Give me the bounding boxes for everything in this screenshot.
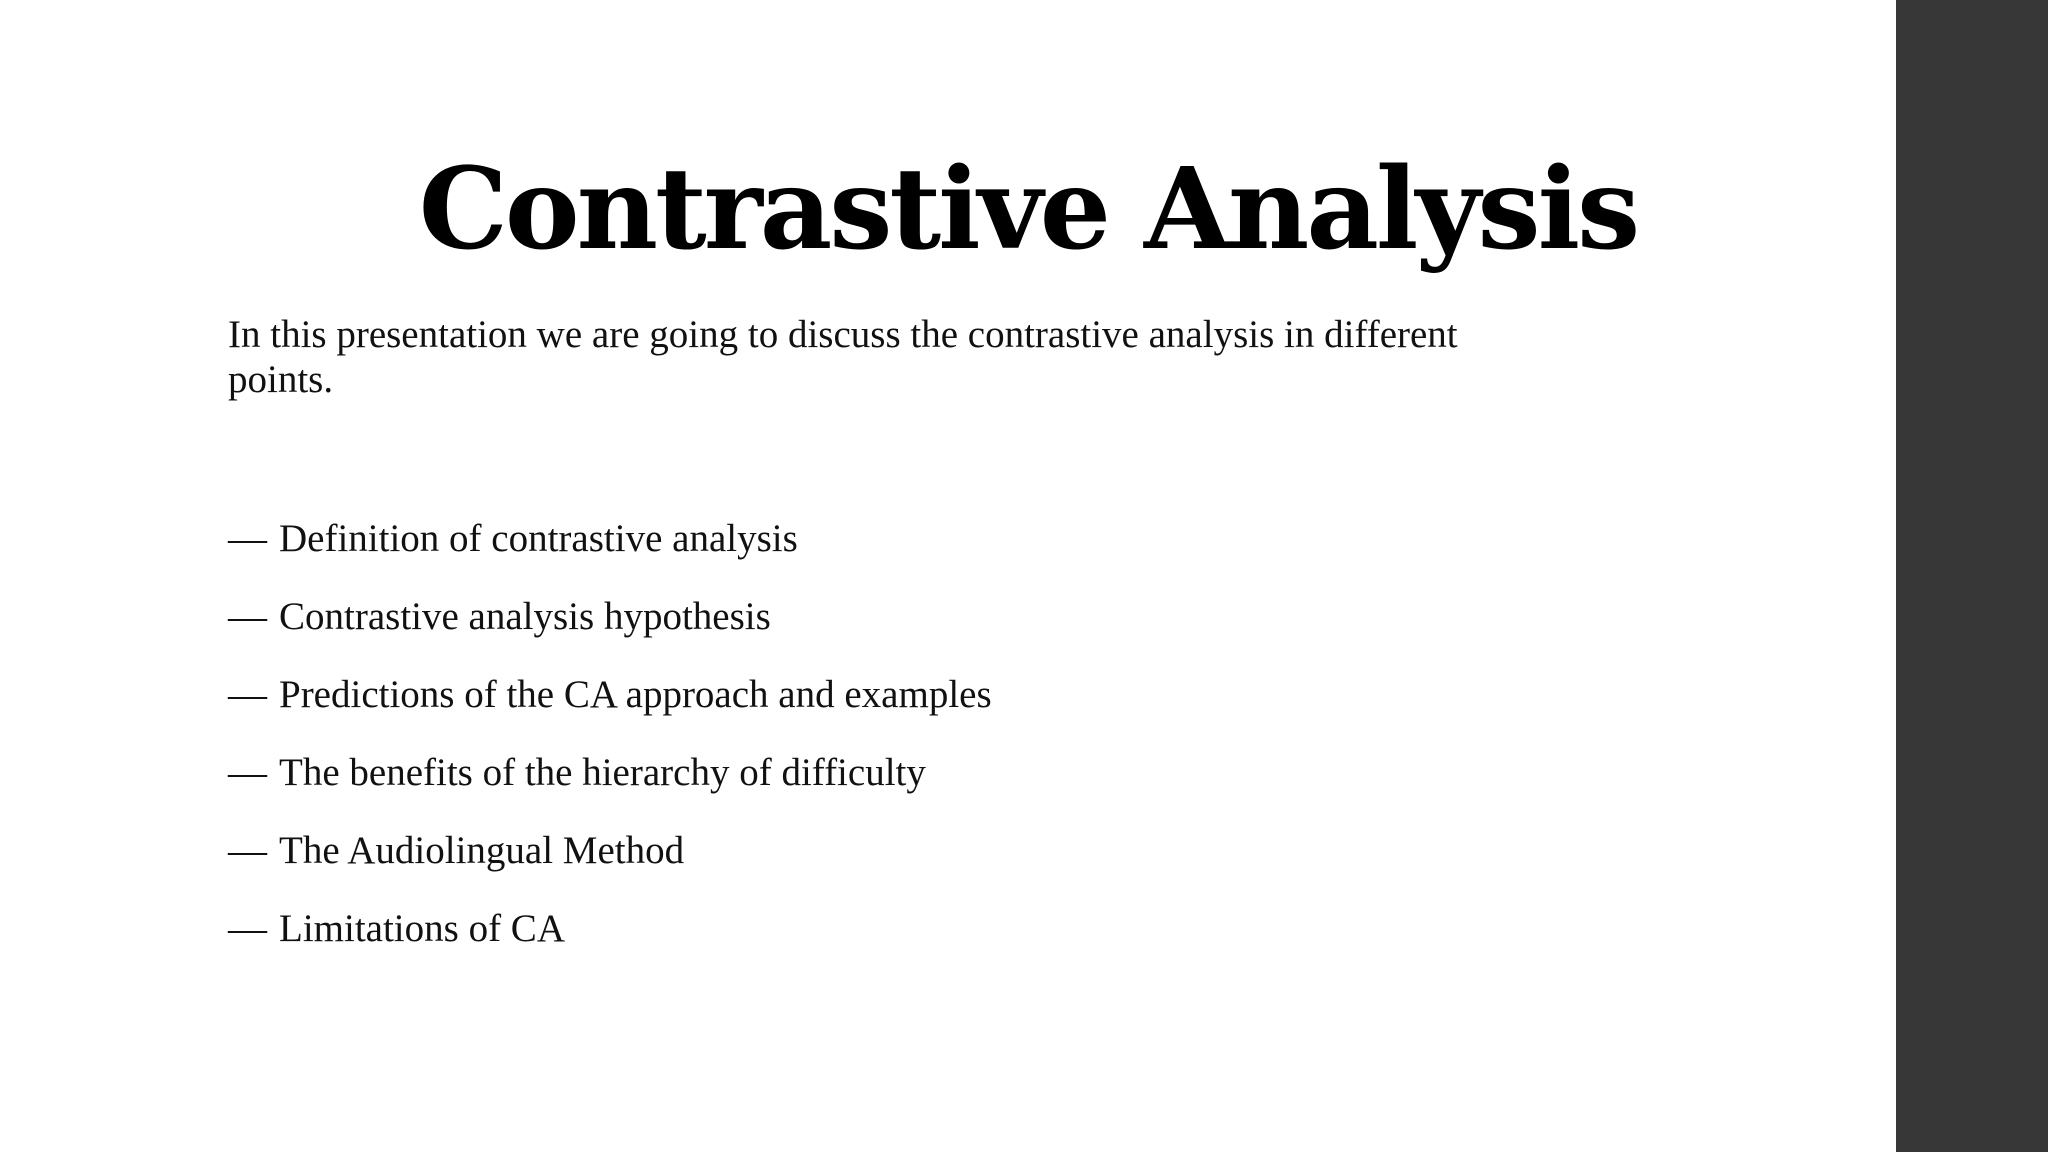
slide-content [228,312,1808,950]
point-text: Limitations of CA [279,907,565,950]
list-item [228,746,992,824]
dash-bullet: — [228,829,267,872]
slide-title: Contrastive Analysis [418,144,1638,275]
intro-text: In this presentation we are going to discuss the contrastive analysis in different points. [228,313,1458,401]
list-item [228,902,992,980]
list-item [228,824,992,902]
dash-bullet: — [228,907,267,950]
point-text: Contrastive analysis hypothesis [279,595,771,638]
dash-bullet: — [228,751,267,794]
dash-bullet: — [228,595,267,638]
point-text: The benefits of the hierarchy of difficulty [279,751,926,794]
point-text: The Audiolingual Method [279,829,685,872]
dash-bullet: — [228,673,267,716]
point-text: Definition of contrastive analysis [279,517,798,560]
dash-bullet: — [228,517,267,560]
point-text: Predictions of the CA approach and examples [279,673,992,716]
list-item [228,590,992,668]
points-list [228,512,992,980]
side-bar [1896,0,2048,1152]
list-item [228,668,992,746]
list-item [228,512,992,590]
